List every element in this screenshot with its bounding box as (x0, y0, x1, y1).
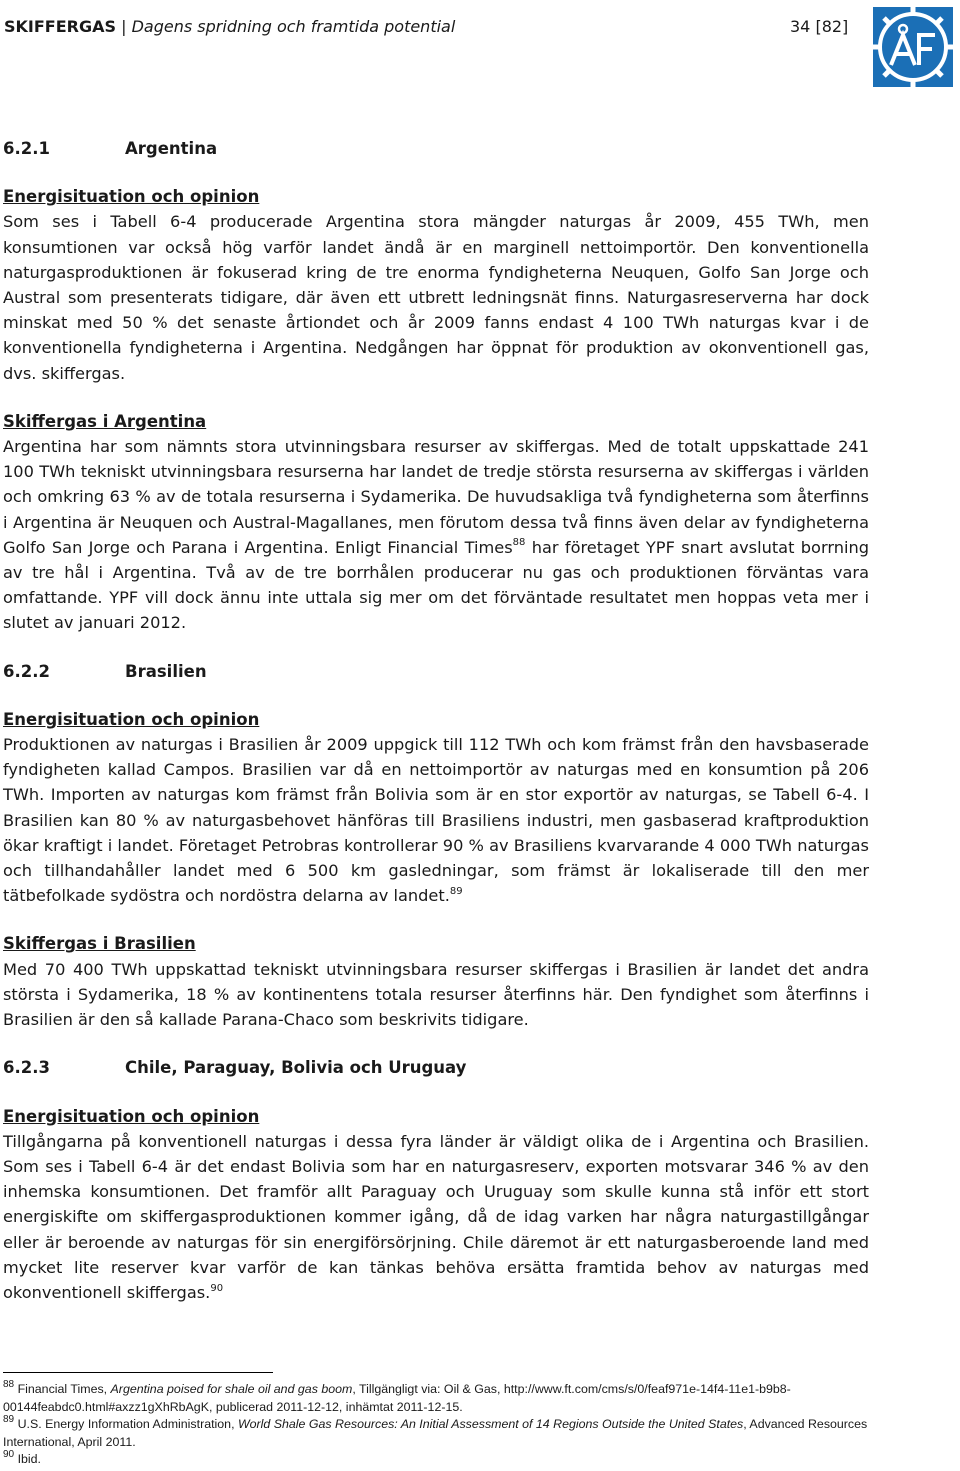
footnote-divider (3, 1372, 273, 1373)
subsection-heading: Energisituation och opinion (3, 1106, 260, 1126)
subsection-heading: Skiffergas i Argentina (3, 411, 207, 431)
paragraph: Produktionen av naturgas i Brasilien år 2009 uppgick till 112 TWh och kom främst från den havsbaserade fyndigheten kallad Campos. Brasilien var då en nettoimportör av naturgas med en konsumtion på 206 TWh. Importen av naturgas kom främst från Bolivia som är en stor exportör av naturgas, se Tabell 6-4. I Brasilien kan 80 % av naturgasbehovet hänföras till Brasiliens industri, men gasbaserad kraftproduktion ökar kraftigt i landet. Företaget Petrobras kontrollerar 90 % av Brasiliens kvarvarande 4 000 TWh naturgas och tillhandahåller landet med 6 500 km gasledningar, som främst är lokaliserade till den mer tätbefolkade sydöstra och nordöstra delarna av landet.$^{89}$ (3, 735, 869, 906)
footnote: $^{90}$ Ibid. (3, 1448, 41, 1466)
footnotes (3, 1378, 869, 1469)
page-number: 34 [82] (790, 17, 849, 36)
subsection-heading: Skiffergas i Brasilien (3, 934, 196, 954)
header-separator: | (121, 17, 127, 36)
section-heading: 6.2.3 Chile, Paraguay, Bolivia och Uruguay (3, 1058, 467, 1078)
document-body (3, 136, 869, 1328)
header-title: SKIFFERGAS (4, 17, 117, 36)
paragraph: Tillgångarna på konventionell naturgas i dessa fyra länder är väldigt olika de i Argentina och Brasilien. Som ses i Tabell 6-4 är det endast Bolivia som har en naturgasreserv, exporten motsvarar 346 % av den inhemska konsumtionen. Det framför allt Paraguay och Uruguay som skulle kunna stå inför ett stort energiskifte om skiffergasproduktionen kommer igång, då de idag varken har några naturgastillgångar eller är beroende av naturgas för sin energiförsörjning. Chile däremot är ett naturgasberoende land med mycket lite reserver kvar varför de kan tänkas behöva ersätta framtida behov av naturgas med okonventionell skiffergas.$^{90}$ (3, 1131, 869, 1302)
section-heading: 6.2.2 Brasilien (3, 661, 207, 681)
footnote: $^{89}$ U.S. Energy Information Administration, World Shale Gas Resources: An Initial Assessment of 14 Regions Outside the United States, Advanced Resources International, April 2011. (3, 1413, 868, 1449)
paragraph: Som ses i Tabell 6-4 producerade Argentina stora mängder naturgas år 2009, 455 TWh, men konsumtionen var också hög varför landet ändå är en marginell nettoimportör. Den konventionella naturgasproduktionen är fokuserad kring de tre enorma fyndigheterna Neuquen, Golfo San Jorge och Austral som presenterats tidigare, där även ett utbrett ledningsnät finns. Naturgasreserverna har dock minskat med 50 % det senaste årtiondet och år 2009 fanns endast 4 100 TWh naturgas kvar i de konventionella fyndigheterna i Argentina. Nedgången har öppnat för produktion av okonventionell gas, dvs. skiffergas. (3, 212, 869, 383)
footnote-ref[interactable]: 88 (512, 537, 526, 549)
subsection-heading: Energisituation och opinion (3, 709, 260, 729)
page-header (4, 17, 455, 36)
footnote-ref[interactable]: 90 (210, 1282, 224, 1294)
footnote-ref[interactable]: 89 (449, 885, 463, 897)
paragraph: Argentina har som nämnts stora utvinningsbara resurser av skiffergas. Med de totalt uppskattade 241 100 TWh tekniskt utvinningsbara resurserna har landet de tredje största resurserna av skiffergas i världen och omkring 63 % av de totala resurserna i Sydamerika. De huvudsakliga två fyndigheterna som återfinns i Argentina är Neuquen och Austral-Magallanes, men förutom dessa två finns även delar av fyndigheterna Golfo San Jorge och Parana i Argentina. Enligt Financial Times$^{88}$ har företaget YPF snart avslutat borrning av tre hål i Argentina. Två av de tre borrhålen producerar nu gas och produktionen förväntas vara omfattande. YPF vill dock ännu inte uttala sig mer om det förväntade resultatet men hoppas veta mer i slutet av januari 2012. (3, 437, 869, 633)
paragraph: Med 70 400 TWh uppskattad tekniskt utvinningsbara resurser skiffergas i Brasilien är landet det andra största i Sydamerika, 18 % av kontinentens totala resurser återfinns här. Den fyndighet som återfinns i Brasilien är den så kallade Parana-Chaco som beskrivits tidigare. (3, 959, 869, 1030)
af-logo-icon (873, 7, 953, 87)
subsection-heading: Energisituation och opinion (3, 187, 260, 207)
footnote: $^{88}$ Financial Times, Argentina poised for shale oil and gas boom, Tillgängligt via: Oil & Gas, http://www.ft.com/cms/s/0/feaf971e-14f4-11e1-b9b8-00144feabdc0.html#axzz1gXhRbAgK, publicerad 2011-12-12, inhämtat 2011-12-15. (3, 1378, 791, 1414)
header-subtitle: Dagens spridning och framtida potential (131, 17, 456, 36)
section-heading: 6.2.1 Argentina (3, 139, 218, 158)
